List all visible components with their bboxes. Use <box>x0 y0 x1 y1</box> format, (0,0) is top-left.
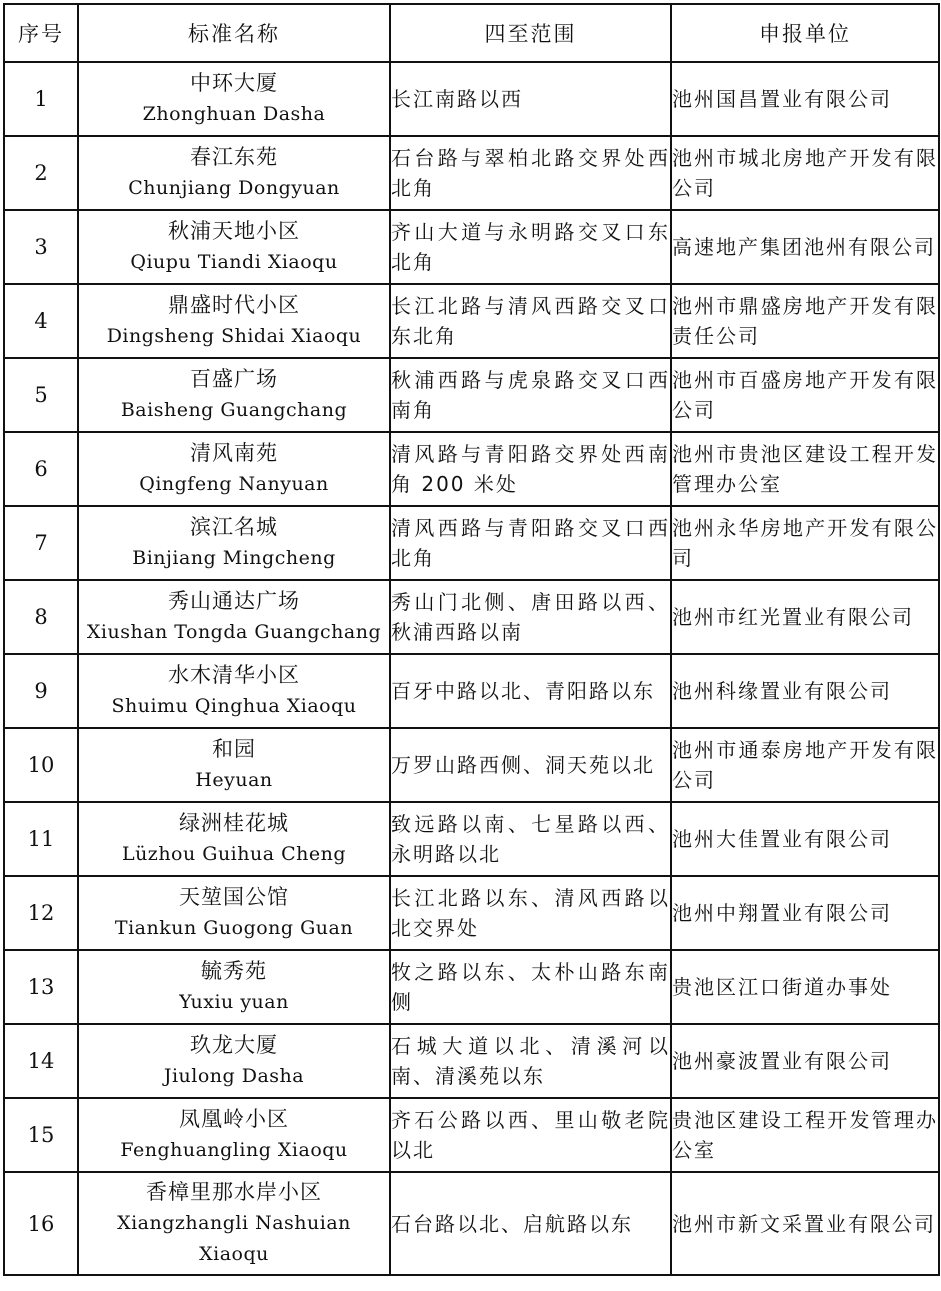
table-row <box>4 654 939 728</box>
standard-name-chinese: 秀山通达广场 <box>168 589 300 613</box>
table-row <box>4 802 939 876</box>
row-name-cell <box>78 950 390 1024</box>
table-header-row <box>4 4 939 62</box>
row-boundary-scope: 石城大道以北、清溪河以南、清溪苑以东 <box>390 1024 671 1098</box>
standard-name-pinyin: Qingfeng Nanyuan <box>139 473 329 495</box>
row-name-cell <box>78 580 390 654</box>
row-applicant-unit: 池州市百盛房地产开发有限公司 <box>671 358 939 432</box>
standard-name-chinese: 中环大厦 <box>190 71 278 95</box>
row-applicant-unit: 池州市通泰房地产开发有限公司 <box>671 728 939 802</box>
row-name-cell <box>78 506 390 580</box>
row-applicant-unit: 池州国昌置业有限公司 <box>671 62 939 136</box>
row-name-cell <box>78 62 390 136</box>
table-row <box>4 1098 939 1172</box>
table-row <box>4 1172 939 1275</box>
row-name-cell <box>78 358 390 432</box>
table-row <box>4 876 939 950</box>
table-row <box>4 950 939 1024</box>
table-row <box>4 358 939 432</box>
row-boundary-scope: 石台路以北、启航路以东 <box>390 1172 671 1275</box>
standard-name-pinyin: Xiangzhangli Nashuian Xiaoqu <box>117 1212 351 1265</box>
row-index: 13 <box>4 950 78 1024</box>
standard-name-pinyin: Fenghuangling Xiaoqu <box>120 1139 348 1161</box>
row-boundary-scope: 齐石公路以西、里山敬老院以北 <box>390 1098 671 1172</box>
header-scope: 四至范围 <box>390 4 671 62</box>
standard-name-chinese: 春江东苑 <box>190 145 278 169</box>
standard-name-pinyin: Shuimu Qinghua Xiaoqu <box>111 695 357 717</box>
row-boundary-scope: 秀山门北侧、唐田路以西、秋浦西路以南 <box>390 580 671 654</box>
header-index: 序号 <box>4 4 78 62</box>
table-row <box>4 580 939 654</box>
row-boundary-scope: 石台路与翠柏北路交界处西北角 <box>390 136 671 210</box>
row-applicant-unit: 池州永华房地产开发有限公司 <box>671 506 939 580</box>
row-index: 8 <box>4 580 78 654</box>
row-name-cell <box>78 210 390 284</box>
row-applicant-unit: 贵池区江口街道办事处 <box>671 950 939 1024</box>
row-applicant-unit: 池州市红光置业有限公司 <box>671 580 939 654</box>
row-boundary-scope: 长江北路以东、清风西路以北交界处 <box>390 876 671 950</box>
standard-name-pinyin: Binjiang Mingcheng <box>132 547 336 569</box>
row-name-cell <box>78 432 390 506</box>
row-applicant-unit: 高速地产集团池州有限公司 <box>671 210 939 284</box>
row-boundary-scope: 百牙中路以北、青阳路以东 <box>390 654 671 728</box>
standard-name-chinese: 水木清华小区 <box>168 663 300 687</box>
standard-name-chinese: 秋浦天地小区 <box>168 219 300 243</box>
row-boundary-scope: 致远路以南、七星路以西、永明路以北 <box>390 802 671 876</box>
row-index: 6 <box>4 432 78 506</box>
row-applicant-unit: 池州市新文采置业有限公司 <box>671 1172 939 1275</box>
row-applicant-unit: 贵池区建设工程开发管理办公室 <box>671 1098 939 1172</box>
header-name: 标准名称 <box>78 4 390 62</box>
row-boundary-scope: 长江北路与清风西路交叉口东北角 <box>390 284 671 358</box>
row-index: 4 <box>4 284 78 358</box>
row-boundary-scope: 牧之路以东、太朴山路东南侧 <box>390 950 671 1024</box>
standard-name-chinese: 鼎盛时代小区 <box>168 293 300 317</box>
row-name-cell <box>78 1172 390 1275</box>
table-row <box>4 506 939 580</box>
row-index: 7 <box>4 506 78 580</box>
standard-name-chinese: 清风南苑 <box>190 441 278 465</box>
table-row <box>4 432 939 506</box>
standard-name-pinyin: Yuxiu yuan <box>179 991 289 1013</box>
standard-name-pinyin: Zhonghuan Dasha <box>142 103 326 125</box>
row-boundary-scope: 万罗山路西侧、洞天苑以北 <box>390 728 671 802</box>
standard-name-pinyin: Jiulong Dasha <box>163 1065 305 1087</box>
row-applicant-unit: 池州市贵池区建设工程开发管理办公室 <box>671 432 939 506</box>
standard-name-chinese: 滨江名城 <box>190 515 278 539</box>
row-boundary-scope: 齐山大道与永明路交叉口东北角 <box>390 210 671 284</box>
row-index: 10 <box>4 728 78 802</box>
row-applicant-unit: 池州中翔置业有限公司 <box>671 876 939 950</box>
standard-name-chinese: 天堃国公馆 <box>179 885 289 909</box>
standard-name-pinyin: Xiushan Tongda Guangchang <box>86 621 382 643</box>
row-index: 14 <box>4 1024 78 1098</box>
row-index: 1 <box>4 62 78 136</box>
row-boundary-scope: 清风西路与青阳路交叉口西北角 <box>390 506 671 580</box>
row-name-cell <box>78 1024 390 1098</box>
row-boundary-scope: 秋浦西路与虎泉路交叉口西南角 <box>390 358 671 432</box>
standard-name-chinese: 香樟里那水岸小区 <box>146 1180 322 1204</box>
row-index: 12 <box>4 876 78 950</box>
standard-name-pinyin: Heyuan <box>195 769 273 791</box>
table-row <box>4 1024 939 1098</box>
row-name-cell <box>78 728 390 802</box>
header-unit: 申报单位 <box>671 4 939 62</box>
row-index: 11 <box>4 802 78 876</box>
row-name-cell <box>78 136 390 210</box>
row-index: 15 <box>4 1098 78 1172</box>
standard-name-pinyin: Dingsheng Shidai Xiaoqu <box>106 325 362 347</box>
row-index: 3 <box>4 210 78 284</box>
standard-name-chinese: 玖龙大厦 <box>190 1033 278 1057</box>
row-applicant-unit: 池州市鼎盛房地产开发有限责任公司 <box>671 284 939 358</box>
row-name-cell <box>78 654 390 728</box>
standard-name-pinyin: Lüzhou Guihua Cheng <box>121 843 347 865</box>
standard-name-chinese: 凤凰岭小区 <box>179 1107 289 1131</box>
row-applicant-unit: 池州豪波置业有限公司 <box>671 1024 939 1098</box>
row-boundary-scope: 清风路与青阳路交界处西南角 200 米处 <box>390 432 671 506</box>
row-index: 16 <box>4 1172 78 1275</box>
standard-name-chinese: 和园 <box>212 737 256 761</box>
table-row <box>4 62 939 136</box>
row-index: 2 <box>4 136 78 210</box>
table-row <box>4 210 939 284</box>
row-index: 5 <box>4 358 78 432</box>
row-applicant-unit: 池州市城北房地产开发有限公司 <box>671 136 939 210</box>
standard-name-chinese: 绿洲桂花城 <box>179 811 289 835</box>
standard-name-pinyin: Chunjiang Dongyuan <box>128 177 340 199</box>
row-name-cell <box>78 802 390 876</box>
table-row <box>4 728 939 802</box>
standard-name-chinese: 百盛广场 <box>190 367 278 391</box>
row-boundary-scope: 长江南路以西 <box>390 62 671 136</box>
row-name-cell <box>78 876 390 950</box>
row-index: 9 <box>4 654 78 728</box>
standard-name-pinyin: Baisheng Guangchang <box>120 399 348 421</box>
standard-name-chinese: 毓秀苑 <box>201 959 267 983</box>
row-applicant-unit: 池州大佳置业有限公司 <box>671 802 939 876</box>
row-name-cell <box>78 1098 390 1172</box>
table-row <box>4 136 939 210</box>
row-name-cell <box>78 284 390 358</box>
row-applicant-unit: 池州科缘置业有限公司 <box>671 654 939 728</box>
standard-name-pinyin: Tiankun Guogong Guan <box>114 917 354 939</box>
table-row <box>4 284 939 358</box>
place-name-table <box>3 3 940 1276</box>
standard-name-pinyin: Qiupu Tiandi Xiaoqu <box>130 251 338 273</box>
